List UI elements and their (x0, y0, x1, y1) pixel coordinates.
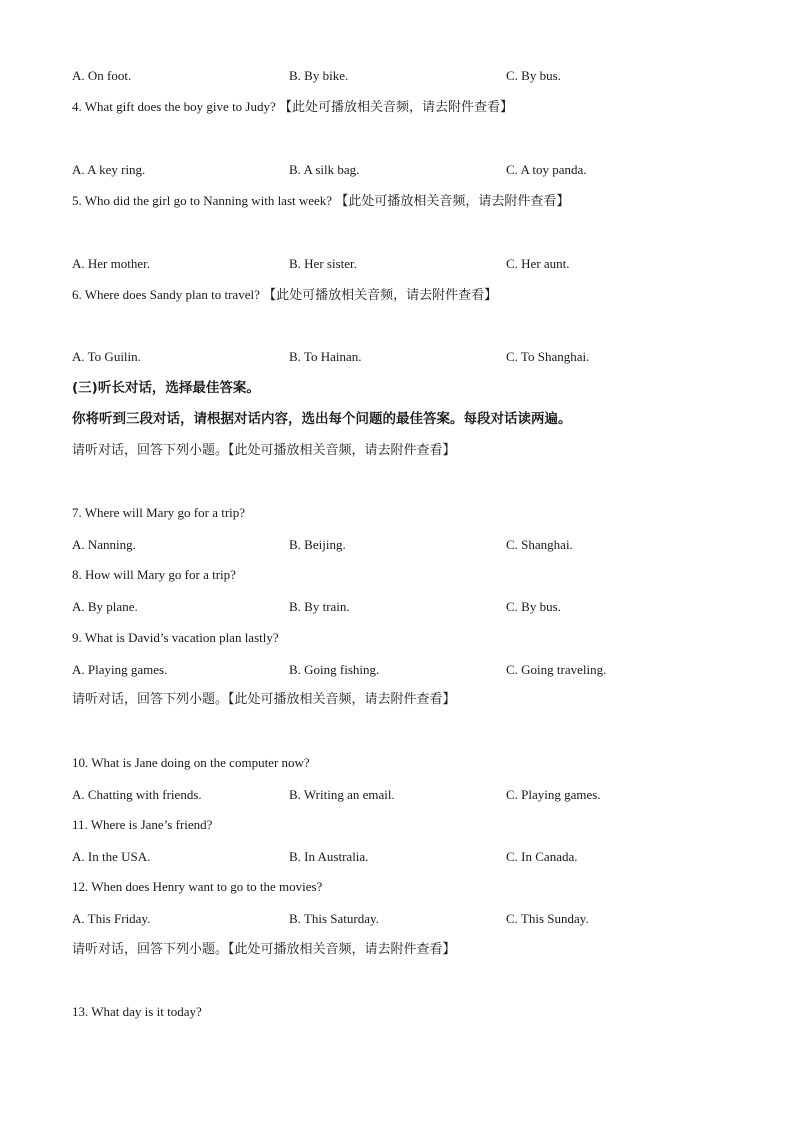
q3-option-b: B. By bike. (289, 68, 349, 83)
q5-option-b: B. Her sister. (289, 256, 357, 271)
listen-prompt-2: 请听对话，回答下列小题。【此处可播放相关音频，请去附件查看】 (72, 692, 456, 707)
q9-options (72, 662, 732, 678)
q4-option-b: B. A silk bag. (289, 162, 360, 177)
q8-question: 8. How will Mary go for a trip? (72, 567, 236, 582)
q11-option-b: B. In Australia. (289, 849, 369, 864)
q13-question: 13. What day is it today? (72, 1004, 202, 1019)
q3-option-c: C. By bus. (506, 68, 561, 83)
q10-option-c: C. Playing games. (506, 787, 601, 802)
q6-options (72, 349, 732, 365)
q9-option-b: B. Going fishing. (289, 662, 380, 677)
q11-option-c: C. In Canada. (506, 849, 578, 864)
q12-option-b: B. This Saturday. (289, 911, 379, 926)
q10-options (72, 787, 732, 803)
q4-option-c: C. A toy panda. (506, 162, 587, 177)
q6-option-c: C. To Shanghai. (506, 349, 590, 364)
q5-audio-note: 【此处可播放相关音频，请去附件查看】 (335, 194, 570, 209)
q7-question: 7. Where will Mary go for a trip? (72, 505, 246, 520)
q4-text: 4. What gift does the boy give to Judy? (72, 99, 276, 114)
q6-option-a: A. To Guilin. (72, 349, 141, 364)
q12-option-c: C. This Sunday. (506, 911, 589, 926)
q8-option-b: B. By train. (289, 599, 350, 614)
listen-prompt-1: 请听对话，回答下列小题。【此处可播放相关音频，请去附件查看】 (72, 443, 456, 458)
q8-option-c: C. By bus. (506, 599, 561, 614)
q5-option-a: A. Her mother. (72, 256, 150, 271)
q11-question: 11. Where is Jane’s friend? (72, 817, 213, 832)
q7-option-b: B. Beijing. (289, 537, 346, 552)
q10-option-a: A. Chatting with friends. (72, 787, 202, 802)
q6-text: 6. Where does Sandy plan to travel? (72, 287, 260, 302)
q5-text: 5. Who did the girl go to Nanning with last week? (72, 193, 333, 208)
q7-option-a: A. Nanning. (72, 537, 136, 552)
q4-question (72, 99, 513, 116)
q4-audio-note: 【此处可播放相关音频，请去附件查看】 (279, 100, 514, 115)
q8-option-a: A. By plane. (72, 599, 138, 614)
q9-question: 9. What is David’s vacation plan lastly? (72, 630, 279, 645)
q4-options (72, 162, 732, 178)
q12-question: 12. When does Henry want to go to the movies? (72, 879, 323, 894)
q5-options (72, 256, 732, 272)
q12-option-a: A. This Friday. (72, 911, 151, 926)
q3-option-a: A. On foot. (72, 68, 132, 83)
listen-prompt-3: 请听对话，回答下列小题。【此处可播放相关音频，请去附件查看】 (72, 942, 456, 957)
q12-options (72, 911, 732, 927)
section3-title: (三)听长对话，选择最佳答案。 (72, 380, 260, 396)
q6-option-b: B. To Hainan. (289, 349, 362, 364)
q4-option-a: A. A key ring. (72, 162, 146, 177)
q7-options (72, 537, 732, 553)
q5-question (72, 193, 569, 210)
q7-option-c: C. Shanghai. (506, 537, 573, 552)
q11-options (72, 849, 732, 865)
q11-option-a: A. In the USA. (72, 849, 151, 864)
q9-option-c: C. Going traveling. (506, 662, 607, 677)
q6-audio-note: 【此处可播放相关音频，请去附件查看】 (263, 288, 498, 303)
q9-option-a: A. Playing games. (72, 662, 168, 677)
q5-option-c: C. Her aunt. (506, 256, 570, 271)
section3-instruction: 你将听到三段对话，请根据对话内容，选出每个问题的最佳答案。每段对话读两遍。 (72, 411, 572, 427)
q6-question (72, 287, 497, 304)
q3-options (72, 68, 732, 84)
q8-options (72, 599, 732, 615)
q10-option-b: B. Writing an email. (289, 787, 395, 802)
q10-question: 10. What is Jane doing on the computer now? (72, 755, 310, 770)
